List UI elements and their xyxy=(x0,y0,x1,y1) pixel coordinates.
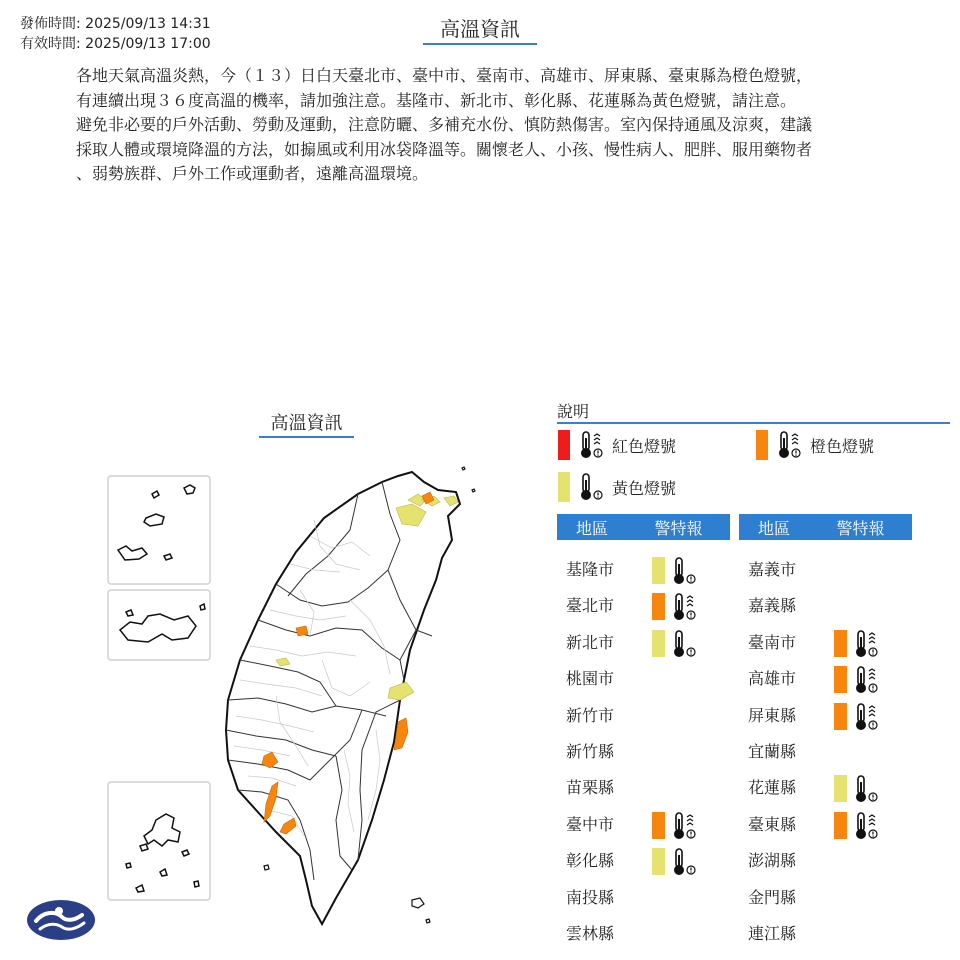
legend-red-label: 紅色燈號 xyxy=(612,436,677,456)
warning-description xyxy=(76,64,896,187)
orange-swatch xyxy=(756,430,768,460)
region-row xyxy=(739,589,914,625)
region-name: 嘉義市 xyxy=(748,560,797,579)
region-row xyxy=(739,662,914,698)
thermometer-icon xyxy=(776,430,802,460)
region-row xyxy=(557,917,732,953)
region-list-right xyxy=(739,553,914,953)
orange-alert-bar xyxy=(652,812,665,839)
thermometer-icon xyxy=(671,556,697,586)
region-row xyxy=(557,771,732,807)
region-name: 宜蘭縣 xyxy=(748,741,797,761)
legend-red xyxy=(558,430,676,460)
thermometer-icon xyxy=(671,847,697,877)
thermometer-icon xyxy=(578,472,604,502)
region-name: 雲林縣 xyxy=(566,923,615,943)
region-row xyxy=(739,553,914,589)
thermometer-icon xyxy=(671,592,697,622)
region-name: 屏東縣 xyxy=(748,705,797,725)
region-row xyxy=(739,699,914,735)
region-row xyxy=(557,662,732,698)
thermometer-icon xyxy=(853,774,879,804)
region-row xyxy=(557,553,732,589)
region-row xyxy=(739,917,914,953)
region-name: 彰化縣 xyxy=(566,851,615,871)
region-row xyxy=(557,808,732,844)
column-header-alert: 警特報 xyxy=(836,518,885,538)
region-row xyxy=(557,589,732,625)
issue-info xyxy=(20,14,211,54)
legend-yellow-label: 黃色燈號 xyxy=(612,478,677,498)
thermometer-icon xyxy=(578,430,604,460)
region-name: 臺南市 xyxy=(748,632,797,652)
issued-time: 發佈時間: 2025/09/13 14:31 xyxy=(20,16,211,32)
table-header-left xyxy=(557,514,730,540)
yellow-alert-bar xyxy=(834,775,847,802)
legend-yellow xyxy=(558,472,676,502)
yellow-swatch xyxy=(558,472,570,502)
region-name: 南投縣 xyxy=(566,887,615,907)
column-header-region: 地區 xyxy=(757,518,790,538)
yellow-alert-bar xyxy=(652,630,665,657)
table-header-right xyxy=(739,514,912,540)
region-name: 嘉義縣 xyxy=(748,596,797,616)
region-name: 臺東縣 xyxy=(748,814,797,834)
thermometer-icon xyxy=(853,629,879,659)
region-row xyxy=(557,881,732,917)
region-name: 桃園市 xyxy=(566,669,615,689)
region-row xyxy=(739,881,914,917)
legend-orange-label: 橙色燈號 xyxy=(810,436,875,456)
map-title: 高溫資訊 xyxy=(259,412,354,438)
region-name: 苗栗縣 xyxy=(566,778,615,798)
thermometer-icon xyxy=(853,665,879,695)
thermometer-icon xyxy=(853,702,879,732)
red-swatch xyxy=(558,430,570,460)
region-row xyxy=(557,844,732,880)
orange-alert-bar xyxy=(834,630,847,657)
region-name: 澎湖縣 xyxy=(748,851,797,871)
taiwan-map xyxy=(100,460,490,934)
taiwan-main-island xyxy=(226,472,460,924)
region-row xyxy=(557,626,732,662)
region-name: 新竹市 xyxy=(566,705,615,725)
region-name: 金門縣 xyxy=(748,887,797,907)
region-name: 新北市 xyxy=(566,632,615,652)
inset-box-matsu xyxy=(108,476,210,584)
description-line: 有連續出現３６度高溫的機率，請加強注意。基隆市、新北市、彰化縣、花蓮縣為黃色燈號，請注意。 xyxy=(76,90,797,110)
thermometer-icon xyxy=(671,629,697,659)
column-header-region: 地區 xyxy=(575,518,608,538)
region-name: 花蓮縣 xyxy=(748,778,797,798)
orange-alert-bar xyxy=(834,703,847,730)
taiwan-map-svg xyxy=(100,460,490,930)
region-name: 基隆市 xyxy=(566,560,615,579)
region-row xyxy=(739,808,914,844)
page-title: 高溫資訊 xyxy=(423,16,537,45)
description-line: 採取人體或環境降溫的方法，如搧風或利用冰袋降溫等。關懷老人、小孩、慢性病人、肥胖、服用藥物者 xyxy=(76,139,813,159)
description-line: 各地天氣高溫炎熱，今（１３）日白天臺北市、臺中市、臺南市、高雄市、屏東縣、臺東縣為橙色燈號， xyxy=(76,66,813,85)
orange-alert-bar xyxy=(834,666,847,693)
region-name: 臺北市 xyxy=(566,596,615,616)
cwa-logo xyxy=(26,899,96,941)
region-row xyxy=(557,735,732,771)
orange-alert-bar xyxy=(834,812,847,839)
thermometer-icon xyxy=(671,811,697,841)
yellow-alert-bar xyxy=(652,848,665,875)
region-row xyxy=(739,771,914,807)
legend-orange xyxy=(756,430,874,460)
yellow-alert-bar xyxy=(652,557,665,584)
region-name: 臺中市 xyxy=(566,814,615,834)
legend-divider xyxy=(557,422,950,424)
region-row xyxy=(557,699,732,735)
valid-time: 有效時間: 2025/09/13 17:00 xyxy=(20,36,211,52)
region-name: 連江縣 xyxy=(748,923,797,943)
region-name: 新竹縣 xyxy=(566,741,615,761)
legend-title: 說明 xyxy=(557,402,590,421)
region-row xyxy=(739,626,914,662)
description-line: 、弱勢族群、戶外工作或運動者，遠離高溫環境。 xyxy=(76,164,429,184)
description-line: 避免非必要的戶外活動、勞動及運動，注意防曬、多補充水份、慎防熱傷害。室內保持通風及涼爽，建議 xyxy=(76,115,813,135)
orange-alert-bar xyxy=(652,593,665,620)
thermometer-icon xyxy=(853,811,879,841)
region-row xyxy=(739,844,914,880)
region-list-left xyxy=(557,553,732,953)
region-row xyxy=(739,735,914,771)
column-header-alert: 警特報 xyxy=(654,518,703,538)
region-name: 高雄市 xyxy=(748,669,797,689)
